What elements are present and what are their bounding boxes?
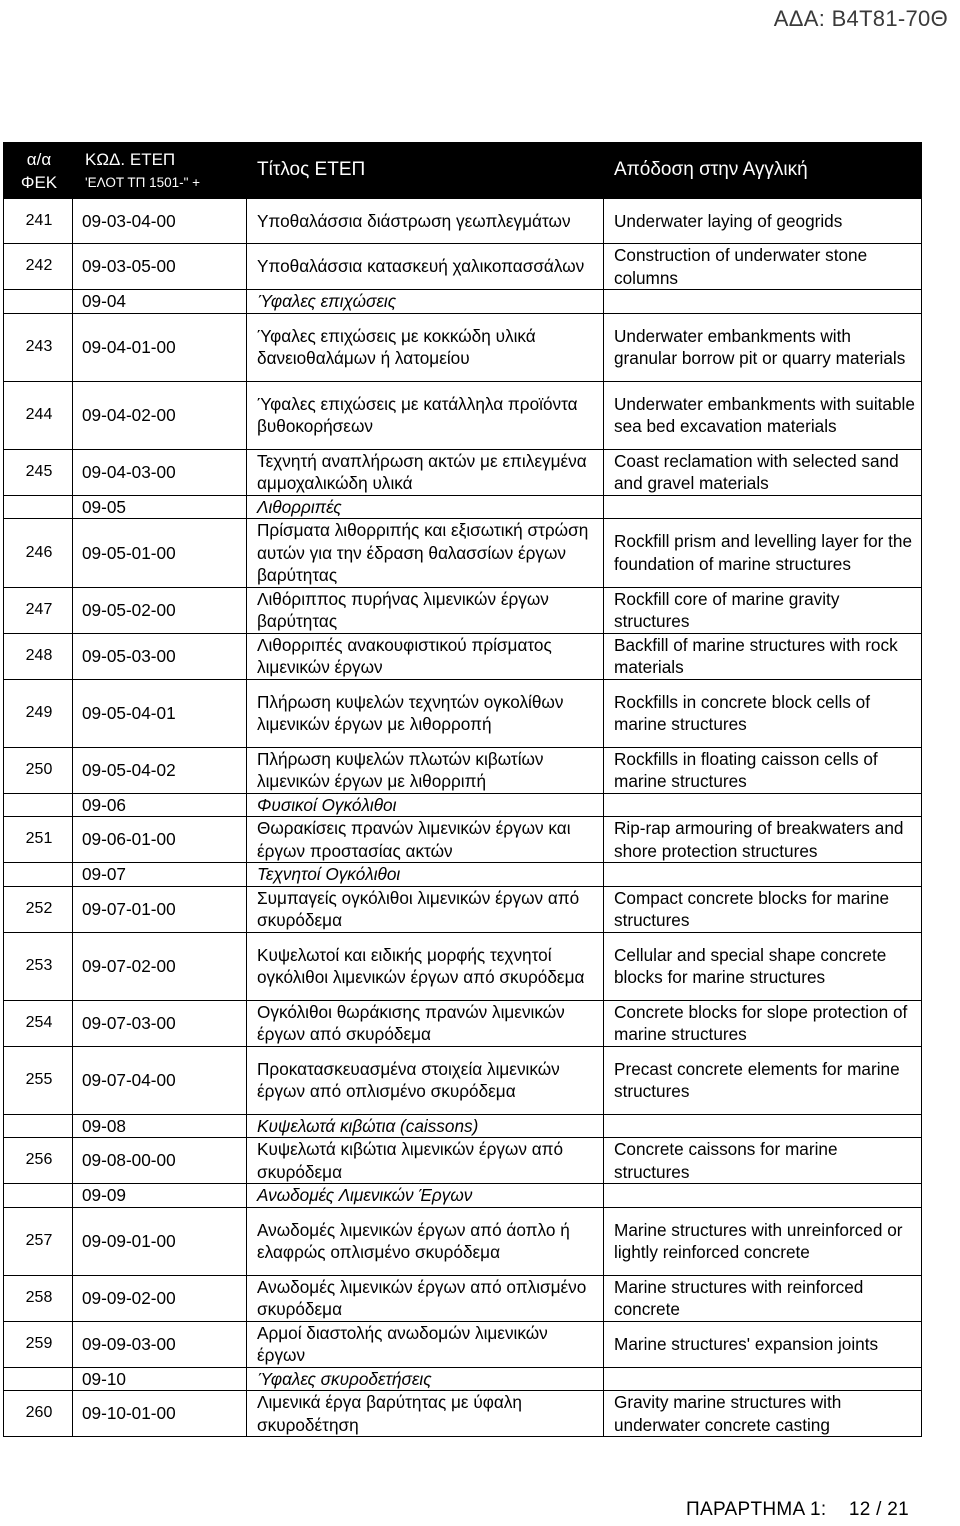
row-english: Rockfills in concrete block cells of marine structures (604, 679, 922, 747)
row-code: 09-06 (73, 793, 247, 817)
row-english (604, 1367, 922, 1391)
row-title: Πλήρωση κυψελών τεχνητών ογκολίθων λιμενικών έργων με λιθορροπή (247, 679, 604, 747)
row-title: Υποθαλάσσια διάστρωση γεωπλεγμάτων (247, 199, 604, 244)
row-english: Underwater embankments with suitable sea bed excavation materials (604, 381, 922, 449)
column-header-no-line1: α/α (26, 149, 52, 169)
table-row (4, 817, 922, 863)
table-body (4, 199, 922, 1437)
column-header-english: Απόδοση στην Αγγλική (604, 143, 922, 199)
section-row (4, 793, 922, 817)
column-header-no (4, 143, 73, 199)
row-code: 09-03-04-00 (73, 199, 247, 244)
row-english: Rockfill core of marine gravity structures (604, 587, 922, 633)
row-number: 256 (4, 1138, 73, 1184)
row-english: Backfill of marine structures with rock materials (604, 633, 922, 679)
row-english: Rip-rap armouring of breakwaters and shore protection structures (604, 817, 922, 863)
row-code: 09-05-03-00 (73, 633, 247, 679)
row-number (4, 1367, 73, 1391)
column-header-code-line1: ΚΩΔ. ΕΤΕΠ (85, 149, 176, 169)
table-row (4, 519, 922, 588)
row-title: Λιθόριππος πυρήνας λιμενικών έργων βαρύτητας (247, 587, 604, 633)
row-code: 09-10-01-00 (73, 1391, 247, 1437)
table-row (4, 1207, 922, 1275)
row-number: 252 (4, 886, 73, 932)
table-row (4, 313, 922, 381)
row-english: Construction of underwater stone columns (604, 244, 922, 290)
row-title: Κυψελωτά κιβώτια (caissons) (247, 1114, 604, 1138)
table-row (4, 633, 922, 679)
row-number: 243 (4, 313, 73, 381)
row-english: Marine structures with reinforced concrete (604, 1275, 922, 1321)
table-row (4, 932, 922, 1000)
row-code: 09-07-04-00 (73, 1046, 247, 1114)
table-row (4, 244, 922, 290)
row-title: Ανωδομές λιμενικών έργων από άοπλο ή ελαφρώς οπλισμένο σκυρόδεμα (247, 1207, 604, 1275)
row-code: 09-07 (73, 863, 247, 887)
section-row (4, 1367, 922, 1391)
table-row (4, 1391, 922, 1437)
row-code: 09-06-01-00 (73, 817, 247, 863)
row-code: 09-05 (73, 495, 247, 519)
row-english: Coast reclamation with selected sand and gravel materials (604, 449, 922, 495)
row-code: 09-09-02-00 (73, 1275, 247, 1321)
row-title: Ανωδομές λιμενικών έργων από οπλισμένο σκυρόδεμα (247, 1275, 604, 1321)
row-code: 09-07-02-00 (73, 932, 247, 1000)
table-row (4, 1138, 922, 1184)
page-footer: ΠΑΡΑΡΤΗΜΑ 1: 12 / 21 (686, 1499, 910, 1520)
row-title: Ύφαλες σκυροδετήσεις (247, 1367, 604, 1391)
ada-label: ΑΔΑ: Β4Τ81-70Θ (773, 6, 948, 31)
row-title: Προκατασκευασμένα στοιχεία λιμενικών έργων από οπλισμένο σκυρόδεμα (247, 1046, 604, 1114)
table-row (4, 1275, 922, 1321)
row-code: 09-07-01-00 (73, 886, 247, 932)
row-number (4, 793, 73, 817)
row-title: Φυσικοί Ογκόλιθοι (247, 793, 604, 817)
row-title: Υποθαλάσσια κατασκευή χαλικοπασσάλων (247, 244, 604, 290)
row-code: 09-04 (73, 290, 247, 314)
row-number: 245 (4, 449, 73, 495)
column-header-title: Τίτλος ΕΤΕΠ (247, 143, 604, 199)
row-english (604, 1184, 922, 1208)
row-code: 09-04-01-00 (73, 313, 247, 381)
row-number: 259 (4, 1321, 73, 1367)
row-english (604, 793, 922, 817)
row-title: Ύφαλες επιχώσεις με κατάλληλα προϊόντα βυθοκορήσεων (247, 381, 604, 449)
table-row (4, 587, 922, 633)
section-row (4, 290, 922, 314)
row-title: Τεχνητή αναπλήρωση ακτών με επιλεγμένα αμμοχαλικώδη υλικά (247, 449, 604, 495)
row-title: Πρίσματα λιθορριπής και εξισωτική στρώση αυτών για την έδραση θαλασσίων έργων βαρύτητας (247, 519, 604, 588)
row-english: Underwater embankments with granular borrow pit or quarry materials (604, 313, 922, 381)
row-number (4, 495, 73, 519)
row-english: Concrete blocks for slope protection of marine structures (604, 1000, 922, 1046)
table-row (4, 449, 922, 495)
row-number: 242 (4, 244, 73, 290)
row-number: 246 (4, 519, 73, 588)
row-english: Cellular and special shape concrete blocks for marine structures (604, 932, 922, 1000)
row-title: Πλήρωση κυψελών πλωτών κιβωτίων λιμενικών έργων με λιθορριπή (247, 747, 604, 793)
column-header-code-line2: 'ΕΛΟΤ ΤΠ 1501-" + (85, 174, 201, 190)
row-english (604, 1114, 922, 1138)
table-row (4, 886, 922, 932)
row-number: 253 (4, 932, 73, 1000)
table-row (4, 1046, 922, 1114)
row-title: Ανωδομές Λιμενικών Έργων (247, 1184, 604, 1208)
row-number: 247 (4, 587, 73, 633)
row-number: 250 (4, 747, 73, 793)
row-english (604, 863, 922, 887)
row-code: 09-05-01-00 (73, 519, 247, 588)
row-title: Λιθορριπές ανακουφιστικού πρίσματος λιμενικών έργων (247, 633, 604, 679)
row-code: 09-10 (73, 1367, 247, 1391)
row-english: Precast concrete elements for marine structures (604, 1046, 922, 1114)
table-row (4, 747, 922, 793)
row-code: 09-07-03-00 (73, 1000, 247, 1046)
row-code: 09-09-03-00 (73, 1321, 247, 1367)
row-code: 09-04-03-00 (73, 449, 247, 495)
row-number (4, 1114, 73, 1138)
row-number: 257 (4, 1207, 73, 1275)
section-row (4, 1184, 922, 1208)
table-row (4, 679, 922, 747)
table-row (4, 381, 922, 449)
row-code: 09-05-04-01 (73, 679, 247, 747)
row-title: Κυψελωτά κιβώτια λιμενικών έργων από σκυρόδεμα (247, 1138, 604, 1184)
row-title: Συμπαγείς ογκόλιθοι λιμενικών έργων από σκυρόδεμα (247, 886, 604, 932)
row-code: 09-04-02-00 (73, 381, 247, 449)
row-code: 09-08 (73, 1114, 247, 1138)
table-row (4, 199, 922, 244)
row-english: Marine structures' expansion joints (604, 1321, 922, 1367)
row-code: 09-08-00-00 (73, 1138, 247, 1184)
row-title: Λιμενικά έργα βαρύτητας με ύφαλη σκυροδέτηση (247, 1391, 604, 1437)
row-number (4, 290, 73, 314)
row-number: 249 (4, 679, 73, 747)
row-english: Gravity marine structures with underwater concrete casting (604, 1391, 922, 1437)
row-number: 248 (4, 633, 73, 679)
row-code: 09-05-04-02 (73, 747, 247, 793)
row-english (604, 495, 922, 519)
row-title: Ογκόλιθοι θωράκισης πρανών λιμενικών έργων από σκυρόδεμα (247, 1000, 604, 1046)
row-title: Αρμοί διαστολής ανωδομών λιμενικών έργων (247, 1321, 604, 1367)
section-row (4, 495, 922, 519)
row-number: 244 (4, 381, 73, 449)
row-code: 09-09-01-00 (73, 1207, 247, 1275)
row-english: Compact concrete blocks for marine structures (604, 886, 922, 932)
row-english: Rockfill prism and levelling layer for the foundation of marine structures (604, 519, 922, 588)
row-number (4, 863, 73, 887)
table-header-row (4, 143, 922, 199)
row-english: Marine structures with unreinforced or lightly reinforced concrete (604, 1207, 922, 1275)
row-title: Κυψελωτοί και ειδικής μορφής τεχνητοί ογκόλιθοι λιμενικών έργων από σκυρόδεμα (247, 932, 604, 1000)
table-row (4, 1321, 922, 1367)
row-number: 254 (4, 1000, 73, 1046)
row-title: Τεχνητοί Ογκόλιθοι (247, 863, 604, 887)
row-english: Underwater laying of geogrids (604, 199, 922, 244)
column-header-no-line2: ΦΕΚ (20, 172, 58, 192)
row-number: 251 (4, 817, 73, 863)
section-row (4, 863, 922, 887)
specs-table (3, 142, 922, 1437)
row-english: Concrete caissons for marine structures (604, 1138, 922, 1184)
row-number: 258 (4, 1275, 73, 1321)
row-number: 260 (4, 1391, 73, 1437)
row-number: 241 (4, 199, 73, 244)
row-english: Rockfills in floating caisson cells of marine structures (604, 747, 922, 793)
row-code: 09-09 (73, 1184, 247, 1208)
row-title: Ύφαλες επιχώσεις (247, 290, 604, 314)
row-code: 09-03-05-00 (73, 244, 247, 290)
row-number (4, 1184, 73, 1208)
section-row (4, 1114, 922, 1138)
row-code: 09-05-02-00 (73, 587, 247, 633)
row-number: 255 (4, 1046, 73, 1114)
row-title: Θωρακίσεις πρανών λιμενικών έργων και έργων προστασίας ακτών (247, 817, 604, 863)
row-english (604, 290, 922, 314)
row-title: Ύφαλες επιχώσεις με κοκκώδη υλικά δανειοθαλάμων ή λατομείου (247, 313, 604, 381)
row-title: Λιθορριπές (247, 495, 604, 519)
column-header-code (73, 143, 247, 199)
table-row (4, 1000, 922, 1046)
